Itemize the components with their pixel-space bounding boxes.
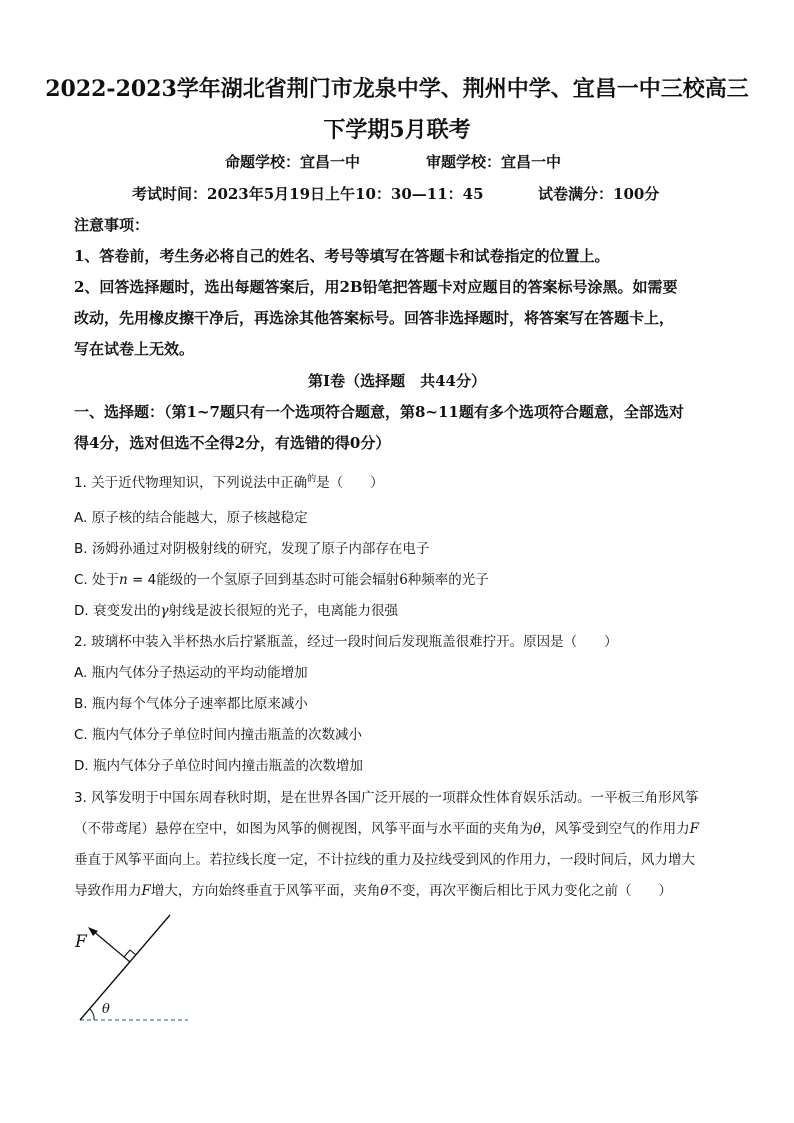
full-score: 试卷满分：100分 xyxy=(538,185,660,203)
question-3-line-3: 垂直于风筝平面向上。若拉线长度一定，不计拉线的重力及拉线受到风的作用力，一段时间后，风力增大 xyxy=(74,852,695,868)
question-1-option-c: C. 处于n = 4能级的一个氢原子回到基态时可能会辐射6种频率的光子 xyxy=(74,572,489,588)
question-2-option-b: B. 瓶内每个气体分子速率都比原来减小 xyxy=(74,696,308,712)
question-2-stem: 2. 玻璃杯中装入半杯热水后拧紧瓶盖，经过一段时间后发现瓶盖很难拧开。原因是（ ） xyxy=(74,634,618,650)
section-title: 第Ⅰ卷（选择题 共44分） xyxy=(308,372,486,390)
setter-school: 命题学校：宜昌一中 xyxy=(225,153,361,171)
notice-item-2-cont: 改动，先用橡皮擦干净后，再选涂其他答案标号。回答非选择题时，将答案写在答题卡上， xyxy=(74,309,675,327)
question-3-line-1: 3. 风筝发明于中国东周春秋时期，是在世界各国广泛开展的一项群众性体育娱乐活动。一平板三角形风筝 xyxy=(74,790,699,806)
notice-item-1: 1、答卷前，考生务必将自己的姓名、考号等填写在答题卡和试卷指定的位置上。 xyxy=(74,247,610,265)
page-title: 2022-2023学年湖北省荆门市龙泉中学、荆州中学、宜昌一中三校高三 xyxy=(45,76,749,102)
part-instructions-cont: 得4分，选对但选不全得2分，有选错的得0分） xyxy=(74,434,391,452)
question-2-option-a: A. 瓶内气体分子热运动的平均动能增加 xyxy=(74,665,308,681)
exam-time: 考试时间：2023年5月19日上午10：30—11：45 xyxy=(132,185,484,203)
force-arrowhead-icon xyxy=(88,927,98,936)
question-2-option-c: C. 瓶内气体分子单位时间内撞击瓶盖的次数减小 xyxy=(74,727,363,743)
question-2-option-d: D. 瓶内气体分子单位时间内撞击瓶盖的次数增加 xyxy=(74,758,363,774)
question-1-option-d: D. 衰变发出的γ射线是波长很短的光子，电离能力很强 xyxy=(74,603,399,619)
reviewer-school: 审题学校：宜昌一中 xyxy=(426,153,562,171)
part-instructions: 一、选择题：（第1~7题只有一个选项符合题意，第8~11题有多个选项符合题意，全部选对 xyxy=(74,403,684,421)
notice-heading: 注意事项： xyxy=(74,216,150,234)
force-label: F xyxy=(75,932,87,952)
question-3-line-2: （不带鸢尾）悬停在空中，如图为风筝的侧视图，风筝平面与水平面的夹角为θ，风筝受到空气的作用力F xyxy=(74,821,700,837)
question-1-option-a: A. 原子核的结合能越大，原子核越稳定 xyxy=(74,510,308,526)
angle-label: θ xyxy=(102,1002,110,1017)
question-1-stem: 1. 关于近代物理知识，下列说法中正确$^的$是（ ） xyxy=(74,474,384,491)
angle-arc xyxy=(90,1009,94,1020)
question-1-option-b: B. 汤姆孙通过对阴极射线的研究，发现了原子内部存在电子 xyxy=(74,541,430,557)
question-3-line-4: 导致作用力F增大，方向始终垂直于风筝平面，夹角θ不变，再次平衡后相比于风力变化之前（ ） xyxy=(74,883,673,899)
kite-diagram xyxy=(60,905,210,1030)
notice-item-2: 2、回答选择题时，选出每题答案后，用2B铅笔把答题卡对应题目的答案标号涂黑。如需要 xyxy=(74,278,678,296)
notice-item-2-cont2: 写在试卷上无效。 xyxy=(74,340,195,358)
stem-glitch: 的 xyxy=(307,474,317,485)
page-title-line2: 下学期5月联考 xyxy=(323,117,471,143)
